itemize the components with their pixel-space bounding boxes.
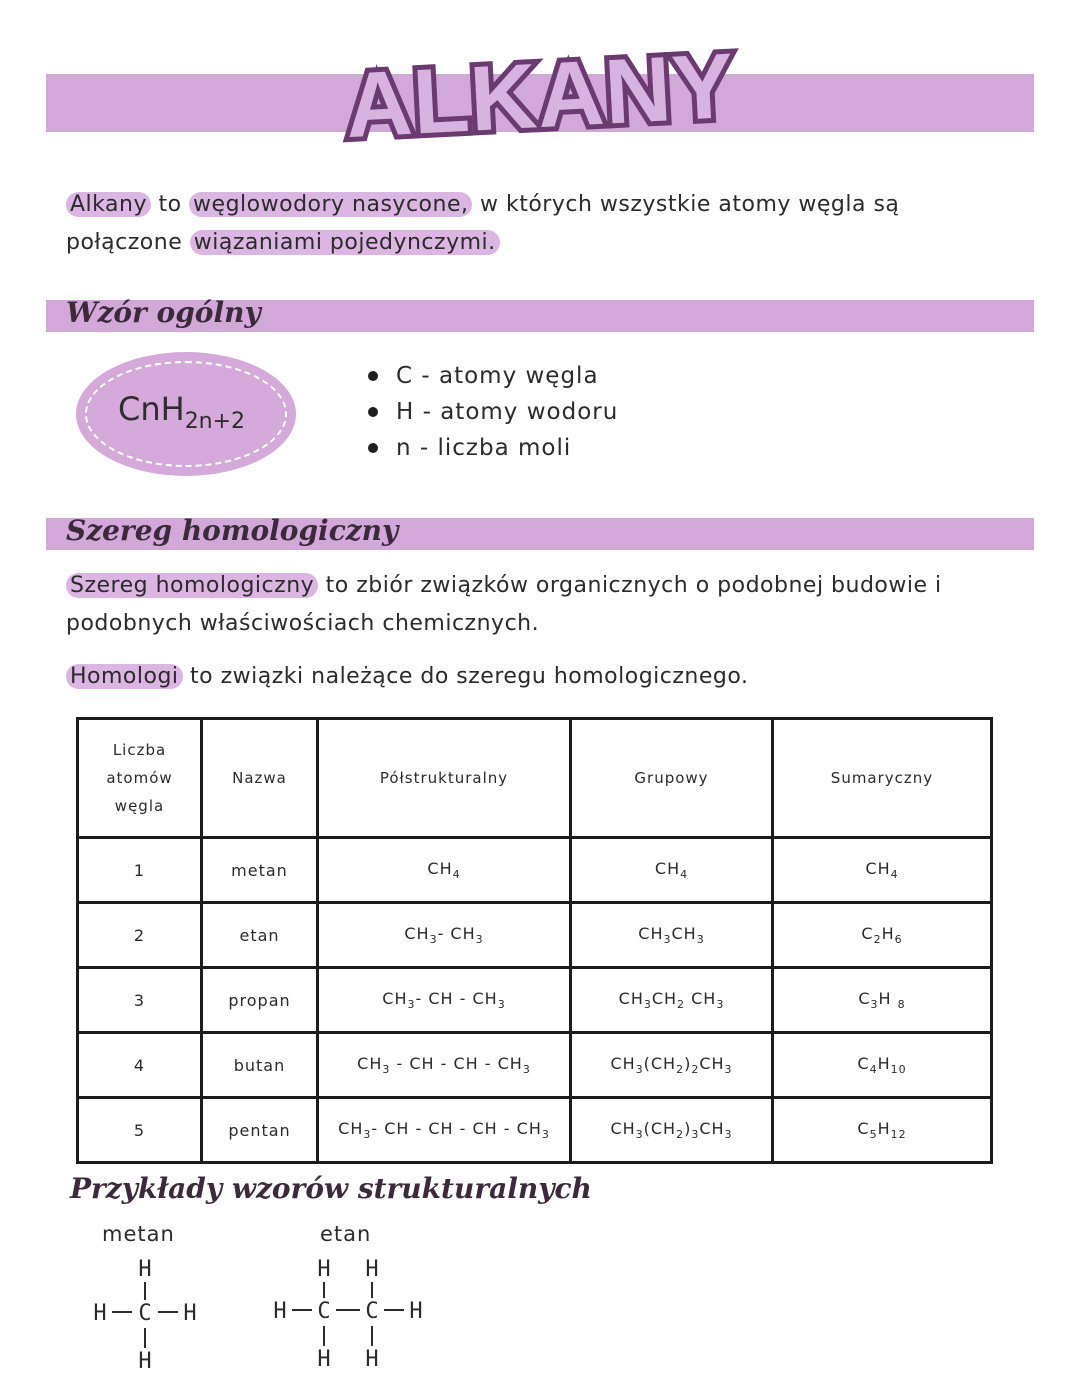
table-row: 1 metan $CH_4$ $CH_4$ $CH_4$ [78, 838, 992, 903]
formula-cell: $C_2H_6$ [773, 903, 992, 968]
intro-text-3: połączone [66, 230, 190, 255]
svg-text:H: H [365, 1257, 379, 1282]
formula-cell: $C_4H_{10}$ [773, 1033, 992, 1098]
intro-text-2: w których wszystkie atomy węgla są [472, 192, 900, 217]
svg-text:H: H [93, 1301, 107, 1326]
table-row: 4 butan $CH_3$ - CH - CH - $CH_3$ $CH_3(CH_2)_2CH_3$ $C_4H_{10}$ [78, 1033, 992, 1098]
table-row: 5 pentan $CH_3-$ CH - CH - CH - $CH_3$ $CH_3(CH_2)_3CH_3$ $C_5H_{12}$ [78, 1098, 992, 1163]
section-title-examples: Przykłady wzorów strukturalnych [70, 1172, 592, 1205]
formula-sub: 2n+2 [184, 409, 246, 434]
term-szereg: Szereg homologiczny [66, 573, 318, 598]
table-row: 2 etan $CH_3-$ $CH_3$ $CH_3CH_3$ $C_2H_6$ [78, 903, 992, 968]
formula-cell: $CH_3-$ CH - $CH_3$ [318, 968, 571, 1033]
homologous-definition: Szereg homologiczny to zbiór związków organicznych o podobnej budowie i podobnych właściwościach chemicznych. [66, 573, 942, 636]
header-group: Grupowy [571, 719, 773, 838]
svg-text:C: C [365, 1299, 379, 1324]
legend-item: n - liczba moli [368, 430, 618, 466]
svg-text:H: H [409, 1299, 423, 1324]
homologi-definition: Homologi to związki należące do szeregu homologicznego. [66, 658, 1026, 696]
header-semistructural: Półstrukturalny [318, 719, 571, 838]
table-header-row [78, 719, 992, 838]
svg-text:H: H [138, 1349, 152, 1374]
term-alkany: Alkany [66, 192, 151, 217]
general-formula [118, 390, 246, 434]
header-name: Nazwa [202, 719, 318, 838]
alkane-table [76, 717, 993, 1164]
intro-text-1: to [150, 192, 190, 217]
page-title: ALKANY [342, 34, 738, 157]
formula-cell: $C_3H$ $_8$ [773, 968, 992, 1033]
formula-cell: $CH_4$ [318, 838, 571, 903]
formula-cell: $CH_3$ - CH - CH - $CH_3$ [318, 1033, 571, 1098]
formula-cell: $CH_3CH_3$ [571, 903, 773, 968]
svg-text:H: H [183, 1301, 197, 1326]
header-carbon-count: Liczba atomów węgla [78, 719, 202, 838]
structure-etan [262, 1252, 442, 1382]
svg-text:H: H [365, 1347, 379, 1372]
formula-cell: $CH_3(CH_2)_2CH_3$ [571, 1033, 773, 1098]
section-title-homologous: Szereg homologiczny [66, 514, 399, 547]
formula-cell: $CH_4$ [571, 838, 773, 903]
svg-text:H: H [317, 1347, 331, 1372]
term-weglowodory: węglowodory nasycone, [189, 192, 472, 217]
formula-cell: $C_5H_{12}$ [773, 1098, 992, 1163]
formula-main: CnH [118, 390, 185, 428]
term-homologi: Homologi [66, 664, 183, 689]
svg-text:C: C [317, 1299, 331, 1324]
label-metan: metan [102, 1222, 175, 1246]
section-title-formula: Wzór ogólny [66, 296, 261, 329]
formula-cell: $CH_3CH_2$ $CH_3$ [571, 968, 773, 1033]
intro-paragraph [66, 186, 1016, 262]
term-wiazania: wiązaniami pojedynczymi. [190, 230, 500, 255]
structure-metan [80, 1252, 220, 1382]
formula-cell: $CH_3-$ CH - CH - CH - $CH_3$ [318, 1098, 571, 1163]
legend-item: C - atomy węgla [368, 358, 618, 394]
formula-cell: $CH_3(CH_2)_3CH_3$ [571, 1098, 773, 1163]
bullet-icon [368, 443, 378, 453]
header-molecular: Sumaryczny [773, 719, 992, 838]
formula-cell: $CH_4$ [773, 838, 992, 903]
label-etan: etan [320, 1222, 372, 1246]
svg-text:H: H [273, 1299, 287, 1324]
formula-legend [368, 358, 618, 466]
legend-item: H - atomy wodoru [368, 394, 618, 430]
bullet-icon [368, 407, 378, 417]
bullet-icon [368, 371, 378, 381]
formula-cell: $CH_3-$ $CH_3$ [318, 903, 571, 968]
svg-text:C: C [138, 1301, 152, 1326]
svg-text:H: H [317, 1257, 331, 1282]
table-row: 3 propan $CH_3-$ CH - $CH_3$ $CH_3CH_2$ $CH_3$ $C_3H$ $_8$ [78, 968, 992, 1033]
svg-text:H: H [138, 1257, 152, 1282]
